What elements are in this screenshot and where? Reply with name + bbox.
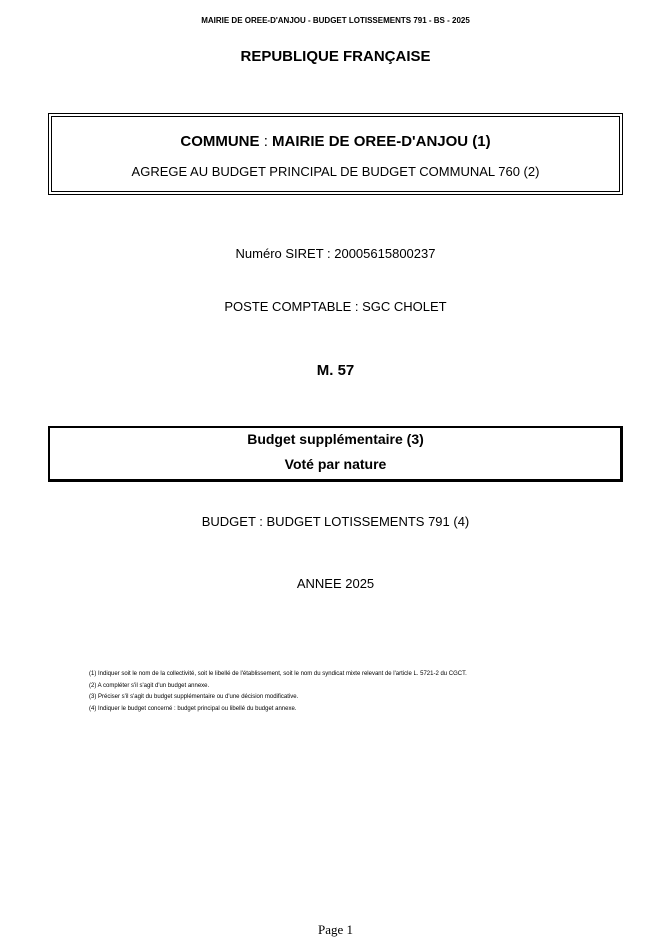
commune-separator: : [259,133,273,150]
poste-comptable: POSTE COMPTABLE : SGC CHOLET [224,299,447,314]
nomenclature: M. 57 [316,362,355,379]
commune-name: MAIRIE DE OREE-D'ANJOU (1) [272,133,491,150]
budget-name: BUDGET : BUDGET LOTISSEMENTS 791 (4) [201,514,470,529]
footnote: (2) A compléter s'il s'agit d'un budget annexe. [89,682,210,689]
republic-heading: REPUBLIQUE FRANÇAISE [240,48,431,65]
budget-type-title: Budget supplémentaire (3) [247,431,424,447]
agrege-line: AGREGE AU BUDGET PRINCIPAL DE BUDGET COMMUNAL 760 (2) [131,164,540,179]
commune-label: COMMUNE [180,133,260,150]
footnote: (3) Préciser s'il s'agit du budget supplémentaire ou d'une décision modificative. [89,694,299,700]
commune-line [0,133,671,150]
footnote: (1) Indiquer soit le nom de la collectivité, soit le libellé de l'établissement, soit le nom du syndicat mixte relevant de l'article L. 5721-2 du CGCT. [89,671,467,677]
page-number: Page 1 [317,922,354,937]
budget-vote-mode: Voté par nature [284,456,387,472]
running-header: MAIRIE DE OREE-D'ANJOU - BUDGET LOTISSEMENTS 791 - BS - 2025 [201,16,470,25]
siret-number: Numéro SIRET : 20005615800237 [235,246,436,261]
commune-box [48,113,623,195]
footnote: (4) Indiquer le budget concerné : budget principal ou libellé du budget annexe. [89,705,297,712]
commune-box-inner-border [51,116,620,192]
budget-year: ANNEE 2025 [296,576,375,591]
footnotes [89,669,467,715]
